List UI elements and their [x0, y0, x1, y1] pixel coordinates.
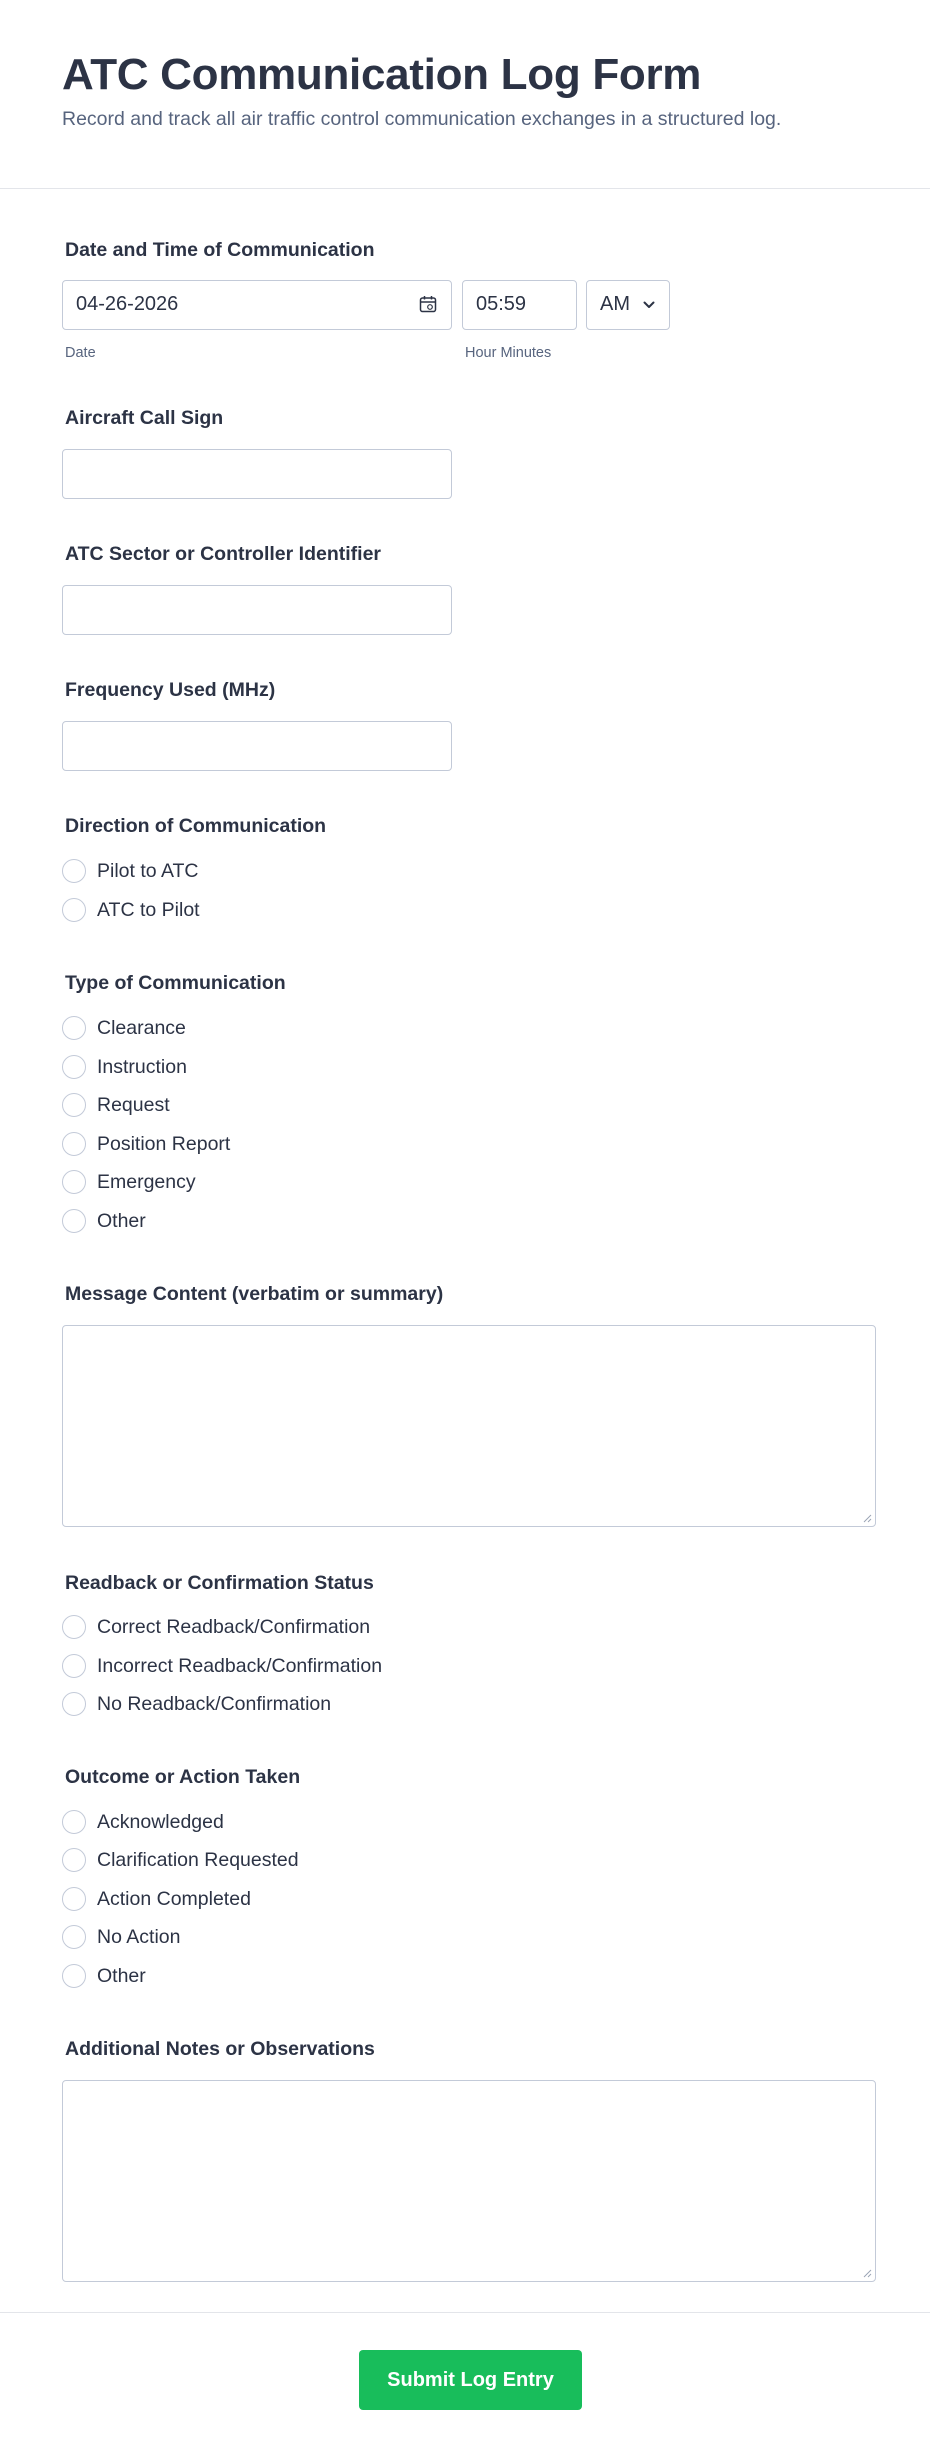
radio-option[interactable] — [62, 1015, 186, 1041]
outcome-label: Outcome or Action Taken — [65, 1766, 301, 1788]
radio-option[interactable] — [62, 1169, 196, 1195]
time-input[interactable] — [462, 280, 577, 330]
time-sublabel: Hour Minutes — [465, 345, 552, 361]
resize-grip-icon[interactable] — [862, 2268, 872, 2278]
radio-label: Other — [97, 1209, 146, 1232]
direction-label: Direction of Communication — [65, 815, 327, 837]
ampm-select[interactable] — [586, 280, 670, 330]
message-label: Message Content (verbatim or summary) — [65, 1283, 444, 1305]
radio-option[interactable] — [62, 1614, 370, 1640]
radio-label: Clearance — [97, 1016, 186, 1039]
radio-label: Request — [97, 1093, 170, 1116]
radio-label: Instruction — [97, 1055, 187, 1078]
radio-label: No Readback/Confirmation — [97, 1692, 332, 1715]
datetime-label: Date and Time of Communication — [65, 239, 375, 261]
radio-label: Other — [97, 1964, 146, 1987]
radio-button[interactable] — [62, 1848, 86, 1872]
sector-label: ATC Sector or Controller Identifier — [65, 543, 381, 565]
radio-button[interactable] — [62, 1132, 86, 1156]
radio-option[interactable] — [62, 1847, 299, 1873]
radio-button[interactable] — [62, 1925, 86, 1949]
radio-option[interactable] — [62, 1924, 180, 1950]
ampm-value: AM — [600, 293, 630, 315]
radio-label: Acknowledged — [97, 1810, 224, 1833]
call-sign-input[interactable] — [62, 449, 452, 499]
message-textarea[interactable] — [62, 1325, 876, 1527]
radio-option[interactable] — [62, 1886, 251, 1912]
chevron-down-icon — [642, 298, 656, 312]
radio-button[interactable] — [62, 1964, 86, 1988]
time-value: 05:59 — [476, 293, 527, 315]
radio-label: Action Completed — [97, 1887, 251, 1910]
page-title: ATC Communication Log Form — [62, 50, 702, 99]
radio-label: ATC to Pilot — [97, 898, 200, 921]
notes-label: Additional Notes or Observations — [65, 2038, 375, 2060]
radio-option[interactable] — [62, 897, 200, 923]
notes-textarea[interactable] — [62, 2080, 876, 2282]
radio-button[interactable] — [62, 1887, 86, 1911]
radio-button[interactable] — [62, 1016, 86, 1040]
date-value: 04-26-2026 — [76, 293, 179, 315]
resize-grip-icon[interactable] — [862, 1513, 872, 1523]
radio-button[interactable] — [62, 1055, 86, 1079]
radio-button[interactable] — [62, 859, 86, 883]
radio-option[interactable] — [62, 1054, 187, 1080]
radio-label: Pilot to ATC — [97, 859, 199, 882]
date-sublabel: Date — [65, 345, 96, 361]
radio-option[interactable] — [62, 1691, 331, 1717]
page-subtitle: Record and track all air traffic control communication exchanges in a structured log. — [62, 108, 782, 130]
radio-button[interactable] — [62, 1093, 86, 1117]
frequency-input[interactable] — [62, 721, 452, 771]
call-sign-label: Aircraft Call Sign — [65, 407, 224, 429]
radio-button[interactable] — [62, 1209, 86, 1233]
radio-label: No Action — [97, 1925, 181, 1948]
radio-option[interactable] — [62, 1653, 382, 1679]
submit-button[interactable]: Submit Log Entry — [359, 2350, 582, 2410]
radio-button[interactable] — [62, 1615, 86, 1639]
radio-option[interactable] — [62, 1092, 170, 1118]
radio-button[interactable] — [62, 1170, 86, 1194]
date-input[interactable] — [62, 280, 452, 330]
readback-label: Readback or Confirmation Status — [65, 1572, 374, 1594]
radio-option[interactable] — [62, 858, 199, 884]
radio-label: Incorrect Readback/Confirmation — [97, 1654, 383, 1677]
radio-label: Correct Readback/Confirmation — [97, 1615, 371, 1638]
radio-label: Emergency — [97, 1170, 196, 1193]
comm-type-label: Type of Communication — [65, 972, 286, 994]
radio-option[interactable] — [62, 1208, 146, 1234]
frequency-label: Frequency Used (MHz) — [65, 679, 276, 701]
radio-button[interactable] — [62, 1654, 86, 1678]
radio-button[interactable] — [62, 898, 86, 922]
sector-input[interactable] — [62, 585, 452, 635]
radio-label: Clarification Requested — [97, 1848, 299, 1871]
radio-option[interactable] — [62, 1963, 146, 1989]
calendar-icon[interactable] — [419, 295, 437, 313]
radio-button[interactable] — [62, 1810, 86, 1834]
radio-button[interactable] — [62, 1692, 86, 1716]
radio-label: Position Report — [97, 1132, 231, 1155]
radio-option[interactable] — [62, 1809, 224, 1835]
radio-option[interactable] — [62, 1131, 230, 1157]
